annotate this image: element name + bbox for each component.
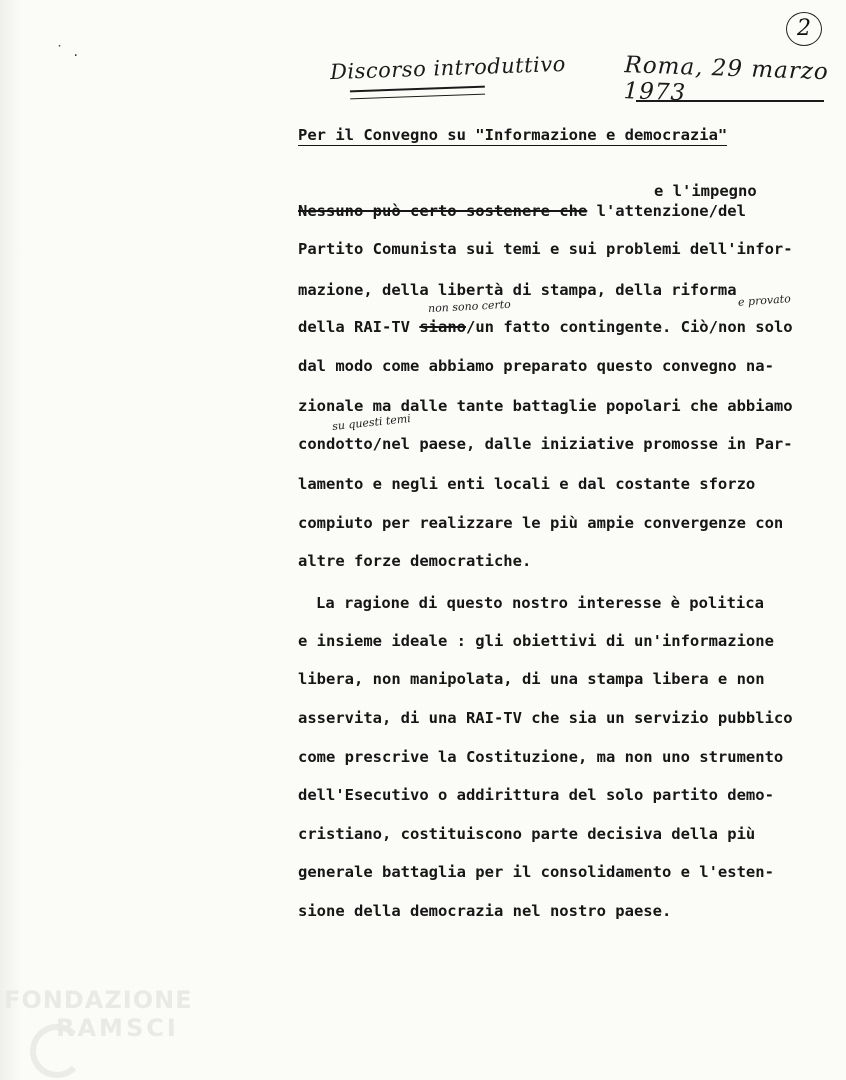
text-span: non solo [717,318,793,336]
caret-slash: / [466,318,476,336]
handwritten-title: Discorso introduttivo [329,51,567,85]
p2-line2: e insieme ideale : gli obiettivi di un'informazione [298,632,774,650]
p1-line5: dal modo come abbiamo preparato questo convegno na- [298,357,774,375]
p1-line3: mazione, della libertà di stampa, della riforma [298,281,737,299]
text-span: nel paese, dalle iniziative promosse in Par- [382,435,793,453]
p1-line2: Partito Comunista sui temi e sui problemi dell'infor- [298,240,793,258]
watermark-line1: FONDAZIONE [4,986,193,1014]
handwritten-insertion-su-questi-temi: su questi temi [331,411,412,434]
p2-line6: dell'Esecutivo o addirittura del solo partito demo- [298,786,774,804]
p1-line4 [298,318,793,336]
watermark [4,988,193,1040]
p1-line1 [298,202,746,220]
p2-line1: La ragione di questo nostro interesse è politica [316,594,764,612]
caret-slash: / [372,435,382,453]
handwritten-insertion-e-provato: e provato [737,292,792,309]
text-span: l'attenzione/del [596,202,746,220]
watermark-line2: RAMSCI [56,1014,179,1042]
p2-line7: cristiano, costituiscono parte decisiva della più [298,825,756,843]
caret-slash: / [708,318,718,336]
text-span: condotto [298,435,373,453]
p1-line10: altre forze democratiche. [298,552,532,570]
page-edge-shadow [0,0,22,1080]
p2-line3: libera, non manipolata, di una stampa libera e non [298,670,765,688]
handwritten-insertion-non-sono-certo: non sono certo [427,297,512,316]
struck-text: Nessuno può certo sostenere che [298,202,588,220]
date-underline [636,100,824,102]
page-number: 2 [786,12,822,46]
document-heading: Per il Convegno su "Informazione e democrazia" [298,126,728,144]
p2-line9: sione della democrazia nel nostro paese. [298,902,672,920]
p1-line6: zionale ma dalle tante battaglie popolari che abbiamo [298,397,793,415]
p2-line5: come prescrive la Costituzione, ma non uno strumento [298,748,784,766]
title-underline [350,86,485,100]
typed-insertion-impegno: e l'impegno [654,182,757,200]
p1-line8: lamento e negli enti locali e dal costante sforzo [298,475,756,493]
p1-line7 [298,435,793,453]
p2-line4: asservita, di una RAI-TV che sia un servizio pubblico [298,709,793,727]
text-span: un fatto contingente. Ciò [475,318,709,336]
struck-text: siano [419,318,466,336]
stray-marks: ˙ . [56,44,81,60]
p2-line8: generale battaglia per il consolidamento e l'esten- [298,863,774,881]
text-span: della RAI-TV [298,318,410,336]
p1-line9: compiuto per realizzare le più ampie convergenze con [298,514,784,532]
handwritten-date: Roma, 29 marzo 1973 [623,52,830,107]
